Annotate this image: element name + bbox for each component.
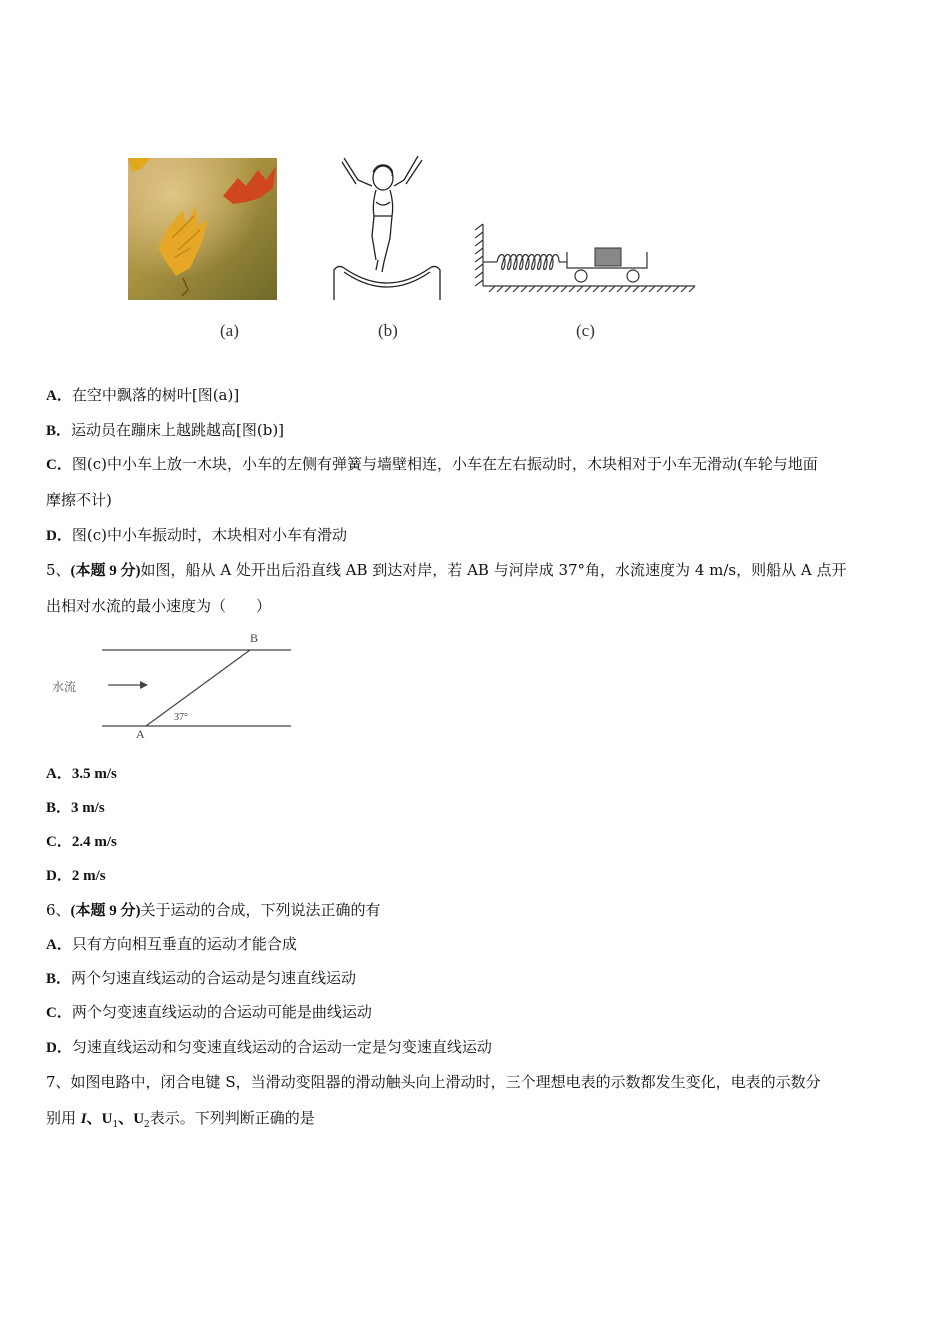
q5-option-d: D．2 m/s bbox=[46, 868, 106, 884]
point-a-label: A bbox=[136, 727, 145, 741]
q6-score: (本题 9 分) bbox=[70, 903, 141, 919]
q7-stem-line1: 7、如图电路中，闭合电键 S，当滑动变阻器的滑动触头向上滑动时，三个理想电表的示数都发生变化，电表的示数分 bbox=[46, 1073, 821, 1091]
falling-leaves-photo bbox=[128, 158, 277, 300]
angle-label: 37° bbox=[174, 712, 188, 723]
q5-option-b: B．3 m/s bbox=[46, 800, 105, 816]
figure-caption-a: (a) bbox=[220, 321, 239, 340]
q5-option-c: C．2.4 m/s bbox=[46, 834, 117, 850]
q4-option-b: B．运动员在蹦床上越跳越高[图(b)] bbox=[46, 421, 285, 439]
q6-option-c: C．两个匀变速直线运动的合运动可能是曲线运动 bbox=[46, 1003, 372, 1021]
q7-stem-line2: 别用 I、$U_1$、$U_2$表示。下列判断正确的是 bbox=[46, 1109, 315, 1130]
spring-cart-drawing bbox=[475, 220, 697, 296]
q4-option-c: C．图(c)中小车上放一木块，小车的左侧有弹簧与墙壁相连，小车在左右振动时，木块相对于小车无滑动(车轮与地面 bbox=[46, 455, 818, 473]
q6-option-b: B．两个匀速直线运动的合运动是匀速直线运动 bbox=[46, 969, 357, 987]
q4-option-a: A．在空中飘落的树叶[图(a)] bbox=[46, 386, 240, 404]
water-flow-label: 水流 bbox=[52, 680, 77, 694]
q4-option-c-continued: 摩擦不计) bbox=[46, 491, 112, 509]
q5-score: (本题 9 分) bbox=[70, 563, 141, 579]
figure-caption-c: (c) bbox=[576, 321, 595, 340]
q5-option-a: A．3.5 m/s bbox=[46, 766, 117, 782]
river-boat-diagram bbox=[48, 628, 298, 743]
q4-option-d: D．图(c)中小车振动时，木块相对小车有滑动 bbox=[46, 526, 347, 544]
point-b-label: B bbox=[250, 631, 259, 645]
current-symbol: I bbox=[80, 1111, 87, 1127]
q5-stem-line1: 5、(本题 9 分)如图，船从 A 处开出后沿直线 AB 到达对岸，若 AB 与河岸成 37°角，水流速度为 4 m/s，则船从 A 点开 bbox=[46, 561, 847, 579]
q6-stem: 6、(本题 9 分)关于运动的合成，下列说法正确的有 bbox=[46, 901, 381, 919]
trampoline-jumper-drawing bbox=[328, 152, 446, 302]
q6-option-a: A．只有方向相互垂直的运动才能合成 bbox=[46, 935, 297, 953]
q7-number: 7、 bbox=[46, 1073, 71, 1091]
q6-option-d: D．匀速直线运动和匀变速直线运动的合运动一定是匀变速直线运动 bbox=[46, 1038, 492, 1056]
figure-caption-b: (b) bbox=[378, 321, 398, 340]
q6-number: 6、 bbox=[46, 901, 71, 919]
q5-stem-line2: 出相对水流的最小速度为（ ） bbox=[46, 597, 272, 615]
q5-number: 5、 bbox=[46, 561, 71, 579]
